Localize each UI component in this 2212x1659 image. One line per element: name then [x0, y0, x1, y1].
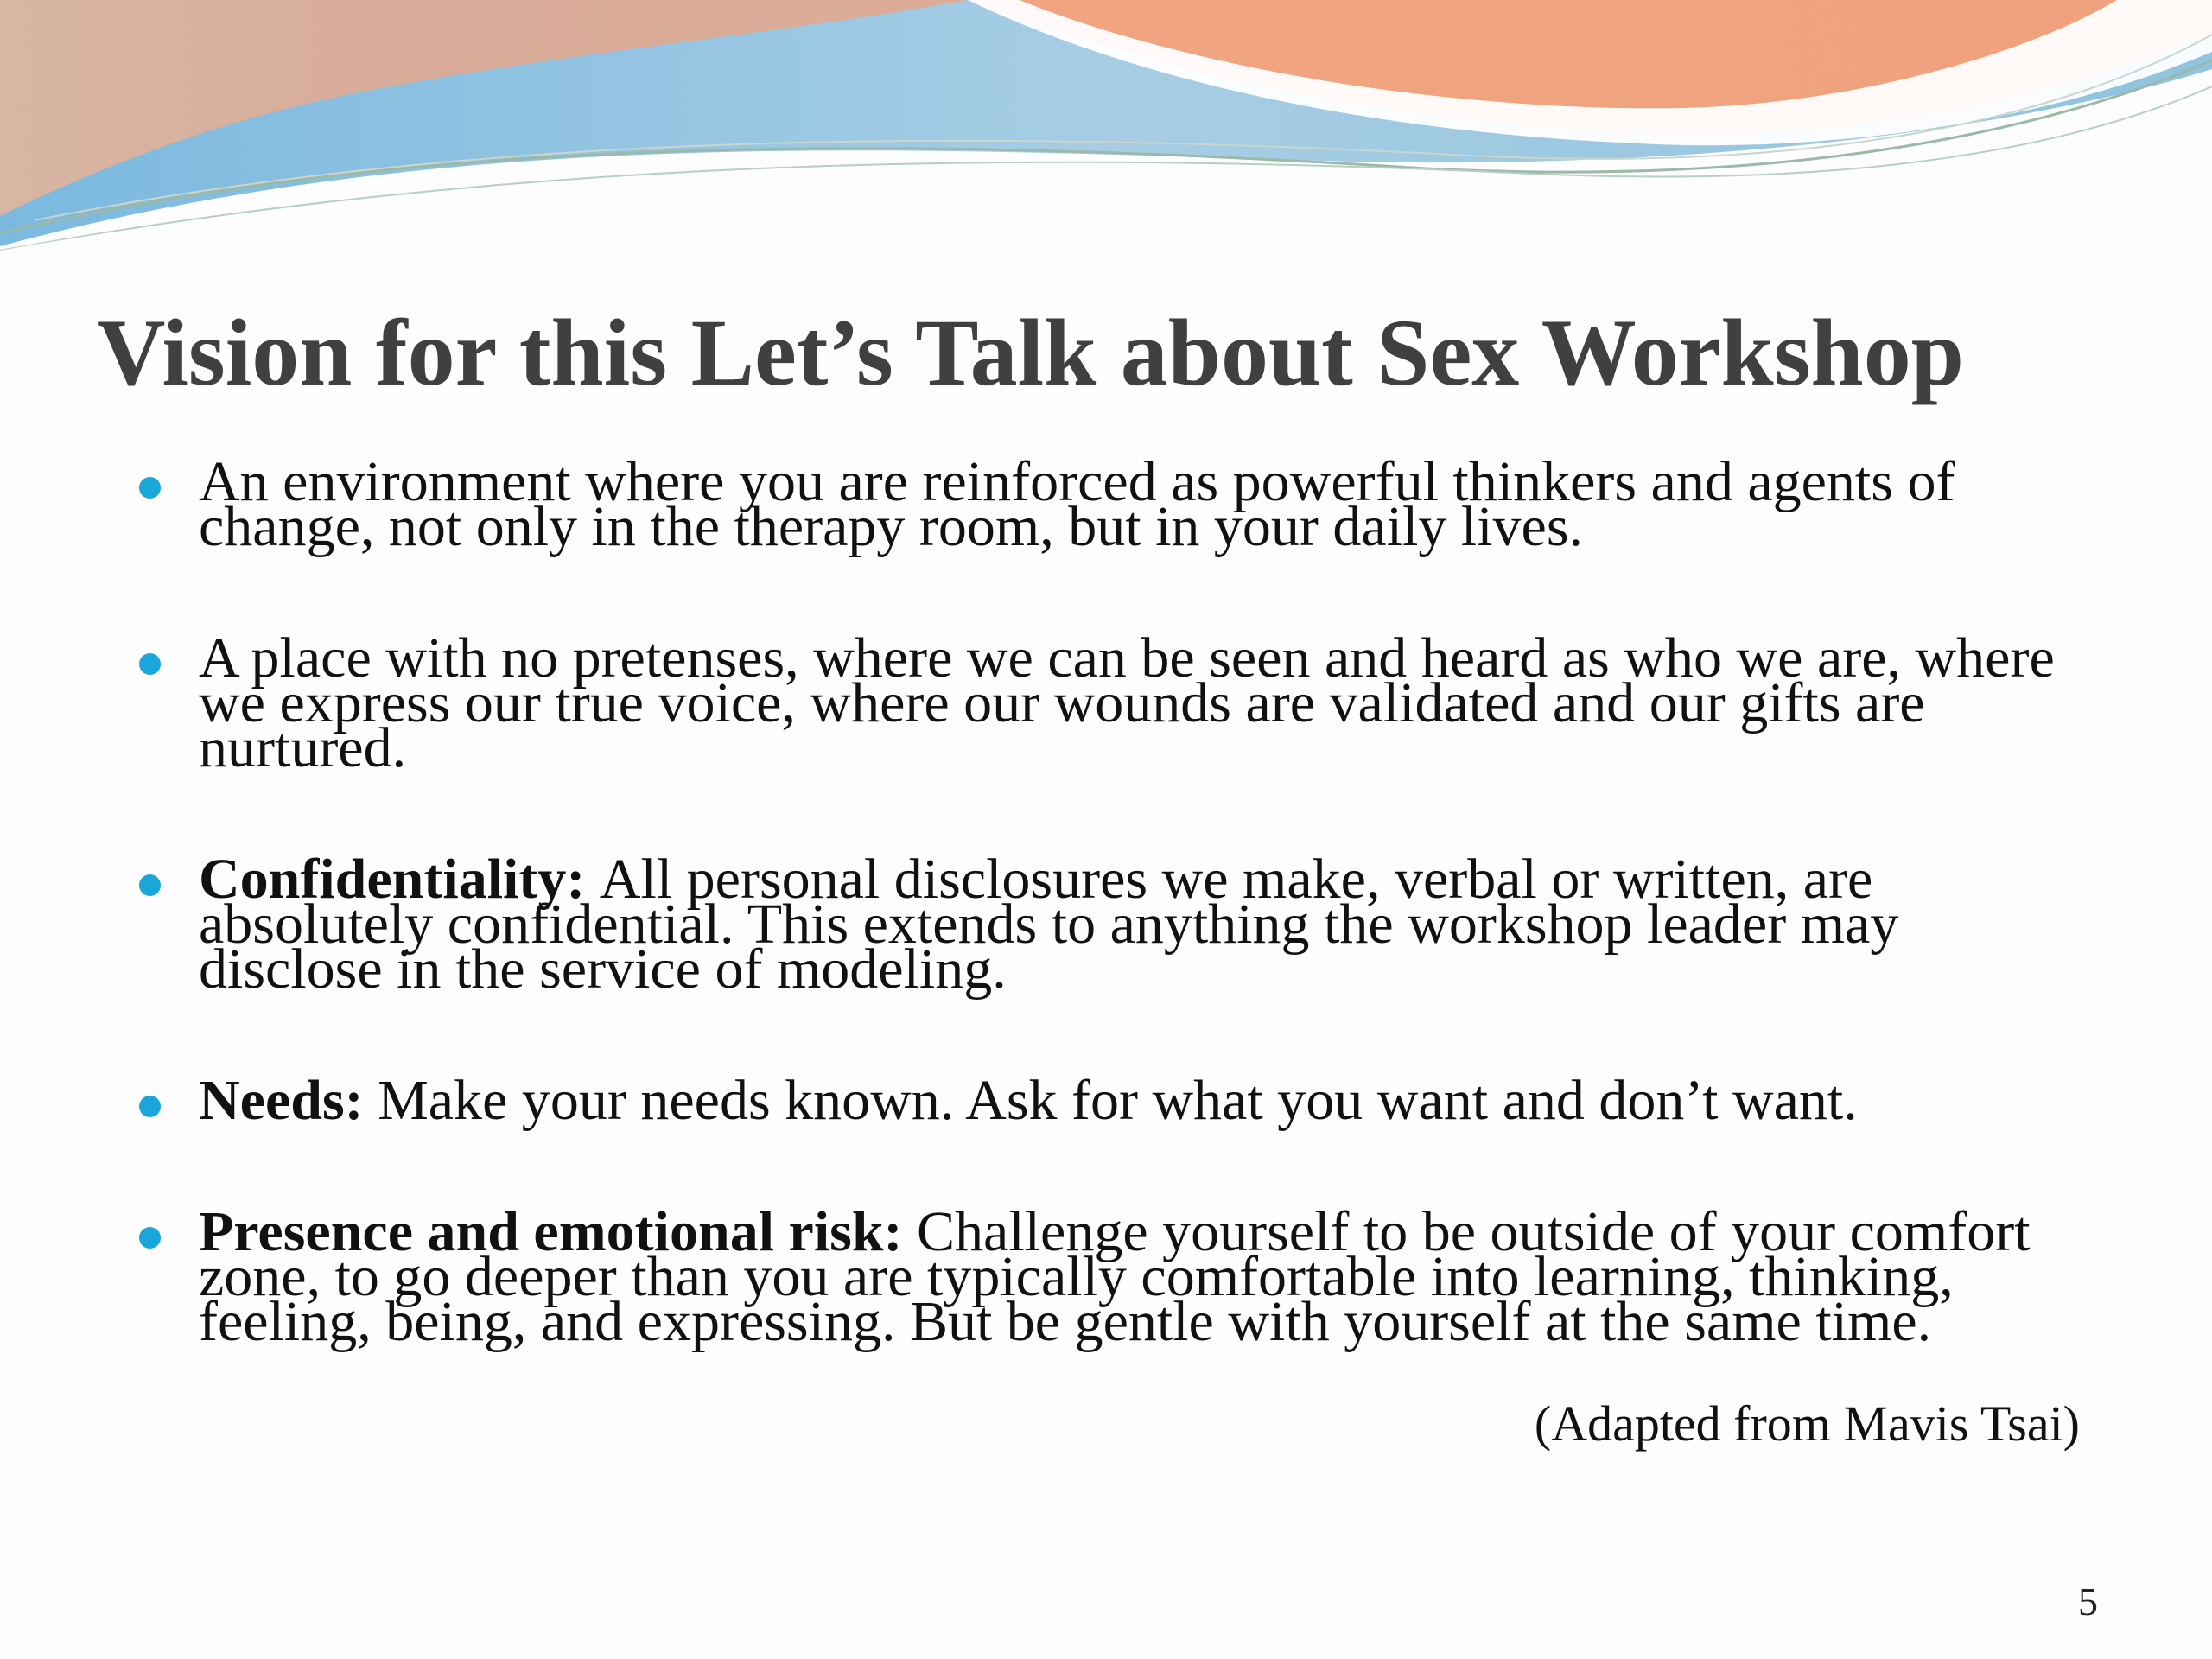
bullet-lead: Confidentiality:: [199, 848, 600, 911]
bullet-dot-icon: [139, 1227, 161, 1249]
bullet-dot-icon: [139, 477, 161, 499]
bullet-text: All personal disclosures we make, verbal or written, are absolutely confidential. This extends to anything the workshop leader may disclose in the service of modeling.: [199, 848, 1899, 1001]
bullet-dot-icon: [139, 1096, 161, 1117]
bullet-item: [199, 626, 2074, 779]
bullet-item-needs: [199, 1069, 2074, 1132]
bullet-lead: Needs:: [199, 1069, 378, 1132]
bullet-item-presence: [199, 1200, 2074, 1353]
bullet-text: An environment where you are reinforced as powerful thinkers and agents of change, not only in the therapy room, but in your daily lives.: [199, 450, 1955, 558]
bullet-dot-icon: [139, 653, 161, 675]
bullet-dot-icon: [139, 874, 161, 896]
bullet-item-confidentiality: [199, 848, 2074, 1001]
attribution: (Adapted from Mavis Tsai): [1534, 1395, 2080, 1452]
header-wave-decoration: [0, 0, 2212, 259]
bullet-text: Make your needs known. Ask for what you want and don’t want.: [378, 1069, 1858, 1132]
slide-title: Vision for this Let’s Talk about Sex Workshop: [97, 300, 1964, 405]
page-number: 5: [2078, 1580, 2098, 1624]
bullet-list: [199, 450, 2074, 1431]
bullet-text: A place with no pretenses, where we can be seen and heard as who we are, where we express our true voice, where our wounds are validated and our gifts are nurtured.: [199, 626, 2055, 779]
bullet-item: [199, 450, 2074, 558]
bullet-lead: Presence and emotional risk:: [199, 1200, 918, 1263]
bullet-text: Challenge yourself to be outside of your comfort zone, to go deeper than you are typically comfortable into learning, thinking, feeling, being, and expressing. But be gentle with yourself at the same time.: [199, 1200, 2031, 1353]
